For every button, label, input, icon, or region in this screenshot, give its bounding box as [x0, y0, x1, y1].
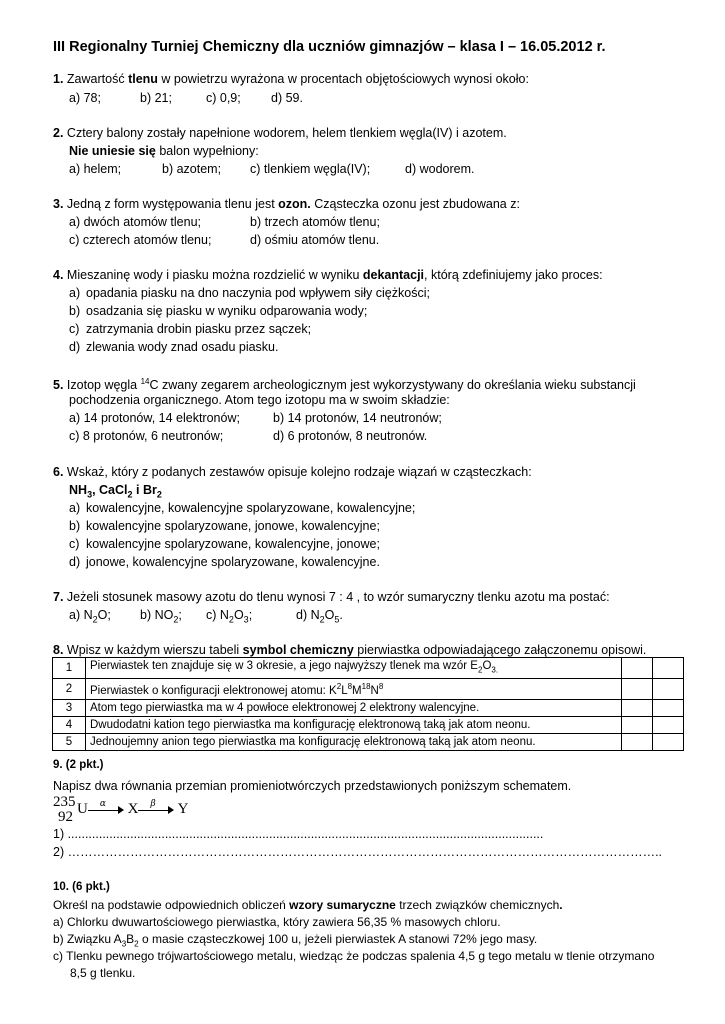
row-description: Dwudodatni kation tego pierwiastka ma konfigurację elektronową taką jak atom neonu.	[86, 717, 622, 734]
answer-b: b) $NO_2$;	[140, 608, 182, 625]
task-10-header: 10. (6 pkt.)	[53, 881, 110, 893]
answer-d: d)	[69, 340, 81, 354]
answer-c: c) 8 protonów, 6 neutronów;	[69, 429, 224, 443]
answer-a: a) 78;	[69, 91, 101, 105]
formula-set: $NH_3$, CaCl$_2$ i $Br_2$	[69, 483, 162, 500]
question-1	[53, 70, 529, 88]
answer-cell[interactable]	[653, 717, 684, 734]
answer-cell[interactable]	[622, 734, 653, 751]
answer-c: c) $N_2O_3$;	[206, 608, 253, 625]
answer-c: c) tlenkiem węgla(IV);	[250, 162, 371, 176]
answer-cell[interactable]	[622, 717, 653, 734]
question-6	[53, 463, 532, 481]
answer-d-text: jonowe, kowalencyjne spolaryzowane, kowalencyjne.	[86, 555, 380, 569]
question-text: Jeżeli stosunek masowy azotu do tlenu wynosi 7 : 4 , to wzór sumaryczny tlenku azotu ma postać:	[66, 590, 610, 604]
answer-a: a)	[69, 286, 81, 300]
question-number: 1.	[53, 72, 64, 86]
question-number: 5.	[53, 378, 64, 393]
row-number: 1	[53, 658, 86, 679]
answer-b-text: osadzania się piasku w wyniku odparowania wody;	[86, 304, 368, 318]
row-number: 3	[53, 700, 86, 717]
answer-d: d) ośmiu atomów tlenu.	[250, 233, 380, 247]
answer-a: a) dwóch atomów tlenu;	[69, 215, 202, 229]
question-number: 2.	[53, 126, 64, 140]
row-number: 2	[53, 679, 86, 700]
question-2	[53, 124, 507, 142]
answer-b: b)	[69, 304, 81, 318]
task-10-c-cont: 8,5 g tlenku.	[70, 966, 136, 980]
row-description: Pierwiastek ten znajduje się w 3 okresie, a jego najwyższy tlenek ma wzór $E_2O_{3.}$	[86, 658, 622, 679]
question-text: Wpisz w każdym wierszu tabeli symbol chemiczny pierwiastka odpowiadającego załączonemu opisowi.	[66, 643, 647, 657]
row-description: Pierwiastek o konfiguracji elektronowej atomu: $K^2L^8M^{18}N^8$	[86, 679, 622, 700]
answer-cell[interactable]	[653, 734, 684, 751]
row-description: Atom tego pierwiastka ma w 4 powłoce elektronowej 2 elektrony walencyjne.	[86, 700, 622, 717]
question-7	[53, 588, 610, 606]
answer-b: b) azotem;	[162, 162, 222, 176]
answer-line-1[interactable]: 1) .........................................................................................................................................	[53, 827, 544, 841]
answer-cell[interactable]	[653, 700, 684, 717]
page-title: III Regionalny Turniej Chemiczny dla uczniów gimnazjów – klasa I – 16.05.2012 r.	[53, 39, 606, 55]
answer-d: d) 59.	[271, 91, 303, 105]
table-row	[53, 679, 684, 700]
question-text: Wskaż, który z podanych zestawów opisuje kolejno rodzaje wiązań w cząsteczkach:	[66, 465, 532, 479]
alpha-arrow-icon: α	[88, 805, 124, 815]
answer-cell[interactable]	[622, 658, 653, 679]
answer-b: b)	[69, 519, 81, 533]
answer-cell[interactable]	[653, 679, 684, 700]
question-number: 3.	[53, 197, 64, 211]
answer-d: d) $N_2O_5$.	[296, 608, 343, 625]
mass-number: 235	[53, 794, 76, 810]
question-text: Zawartość tlenu w powietrzu wyrażona w procentach objętościowych wynosi około:	[66, 72, 529, 86]
uranium-symbol: U	[77, 801, 88, 817]
element-table	[52, 657, 684, 751]
decay-scheme	[77, 800, 188, 818]
answer-b: b) 21;	[140, 91, 172, 105]
answer-c-text: zatrzymania drobin piasku przez sączek;	[86, 322, 312, 336]
question-number: 7.	[53, 590, 64, 604]
answer-d-text: zlewania wody znad osadu piasku.	[86, 340, 279, 354]
atomic-number: 92	[58, 809, 73, 825]
answer-c: c) czterech atomów tlenu;	[69, 233, 212, 247]
answer-a-text: opadania piasku na dno naczynia pod wpływem siły ciężkości;	[86, 286, 430, 300]
table-row	[53, 658, 684, 679]
answer-a: a) $N_2O$;	[69, 608, 111, 625]
answer-b-text: kowalencyjne spolaryzowane, jonowe, kowalencyjne;	[86, 519, 380, 533]
row-number: 4	[53, 717, 86, 734]
question-3	[53, 195, 520, 213]
answer-a-text: kowalencyjne, kowalencyjne spolaryzowane, kowalencyjne;	[86, 501, 416, 515]
row-description: Jednoujemny anion tego pierwiastka ma konfigurację elektronową taką jak atom neonu.	[86, 734, 622, 751]
task-10-text: Określ na podstawie odpowiednich obliczeń wzory sumaryczne trzech związków chemicznych.	[53, 898, 563, 912]
answer-line-2[interactable]: 2) ……………………………………………………………………………………………………………………………..	[53, 845, 663, 859]
answer-d: d) 6 protonów, 8 neutronów.	[273, 429, 428, 443]
task-10-a: a) Chlorku dwuwartościowego pierwiastka, który zawiera 56,35 % masowych chloru.	[53, 915, 501, 929]
task-9-text: Napisz dwa równania przemian promieniotwórczych przedstawionych poniższym schematem.	[53, 779, 572, 793]
answer-b: b) trzech atomów tlenu;	[250, 215, 380, 229]
task-10-b: b) Związku $A_3B_2$ o masie cząsteczkowej 100 u, jeżeli pierwiastek A stanowi 72% jego masy.	[53, 932, 538, 949]
y-symbol: Y	[177, 801, 189, 817]
answer-cell[interactable]	[622, 679, 653, 700]
table-row	[53, 700, 684, 717]
task-9-header: 9. (2 pkt.)	[53, 759, 104, 771]
answer-cell[interactable]	[622, 700, 653, 717]
answer-cell[interactable]	[653, 658, 684, 679]
answer-c: c)	[69, 322, 80, 336]
question-number: 8.	[53, 643, 64, 657]
answer-c: c)	[69, 537, 80, 551]
answer-a: a) 14 protonów, 14 elektronów;	[69, 411, 240, 425]
question-text-line2: Nie uniesie się balon wypełniony:	[69, 144, 259, 158]
answer-c: c) 0,9;	[206, 91, 241, 105]
answer-a: a)	[69, 501, 81, 515]
answer-d: d)	[69, 555, 81, 569]
beta-arrow-icon: β	[138, 805, 174, 815]
answer-b: b) 14 protonów, 14 neutronów;	[273, 411, 442, 425]
answer-a: a) helem;	[69, 162, 122, 176]
question-text-line2: pochodzenia organicznego. Atom tego izotopu ma w swoim składzie:	[69, 393, 450, 407]
question-text: Cztery balony zostały napełnione wodorem, helem tlenkiem węgla(IV) i azotem.	[66, 126, 507, 140]
question-number: 4.	[53, 268, 64, 282]
question-text: Mieszaninę wody i piasku można rozdzielić w wyniku dekantacji, którą zdefiniujemy jako proces:	[66, 268, 603, 282]
answer-c-text: kowalencyjne spolaryzowane, kowalencyjne, jonowe;	[86, 537, 380, 551]
row-number: 5	[53, 734, 86, 751]
question-4	[53, 266, 603, 284]
table-row	[53, 734, 684, 751]
table-row	[53, 717, 684, 734]
question-number: 6.	[53, 465, 64, 479]
question-text: Izotop węgla $^{14}$C zwany zegarem archeologicznym jest wykorzystywany do określania wieku substancji	[66, 377, 636, 393]
x-symbol: X	[127, 801, 139, 817]
task-10-c: c) Tlenku pewnego trójwartościowego metalu, wiedząc że podczas spalenia 4,5 g tego metalu w tlenie otrzymano	[53, 949, 655, 963]
question-text: Jedną z form występowania tlenu jest ozon. Cząsteczka ozonu jest zbudowana z:	[66, 197, 520, 211]
answer-d: d) wodorem.	[405, 162, 475, 176]
